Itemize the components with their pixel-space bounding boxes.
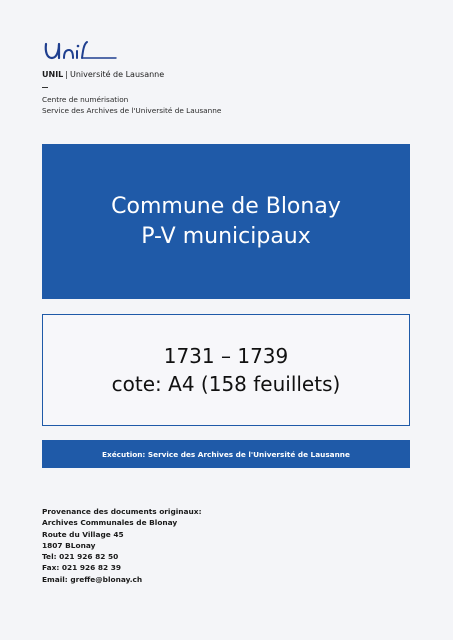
center-name: Centre de numérisation — [42, 95, 129, 104]
provenance-block — [42, 506, 202, 585]
execution-bar — [42, 440, 410, 468]
unil-brand-text: UNIL — [42, 70, 64, 79]
header-divider — [42, 87, 48, 88]
provenance-fax: Fax: 021 926 82 39 — [42, 563, 122, 573]
university-name: Université de Lausanne — [69, 70, 165, 79]
provenance-archive: Archives Communales de Blonay — [42, 518, 178, 528]
provenance-heading: Provenance des documents originaux: — [42, 507, 202, 516]
provenance-city: 1807 BLonay — [42, 540, 96, 550]
unil-wordmark — [42, 70, 164, 79]
unil-logo-icon — [42, 40, 118, 66]
title-subject: P-V municipaux — [141, 223, 311, 249]
date-range: 1731 – 1739 — [163, 344, 289, 368]
provenance-email[interactable]: Email: greffe@blonay.ch — [42, 574, 143, 584]
date-box — [42, 314, 410, 426]
title-box — [42, 144, 410, 299]
provenance-tel: Tel: 021 926 82 50 — [42, 552, 119, 562]
title-commune: Commune de Blonay — [111, 193, 341, 219]
logo-separator: | — [65, 70, 68, 79]
provenance-street: Route du Village 45 — [42, 529, 124, 539]
cote-reference: cote: A4 (158 feuillets) — [111, 372, 341, 396]
service-name: Service des Archives de l'Université de Lausanne — [42, 106, 222, 115]
execution-text: Exécution: Service des Archives de l'Université de Lausanne — [102, 449, 350, 459]
